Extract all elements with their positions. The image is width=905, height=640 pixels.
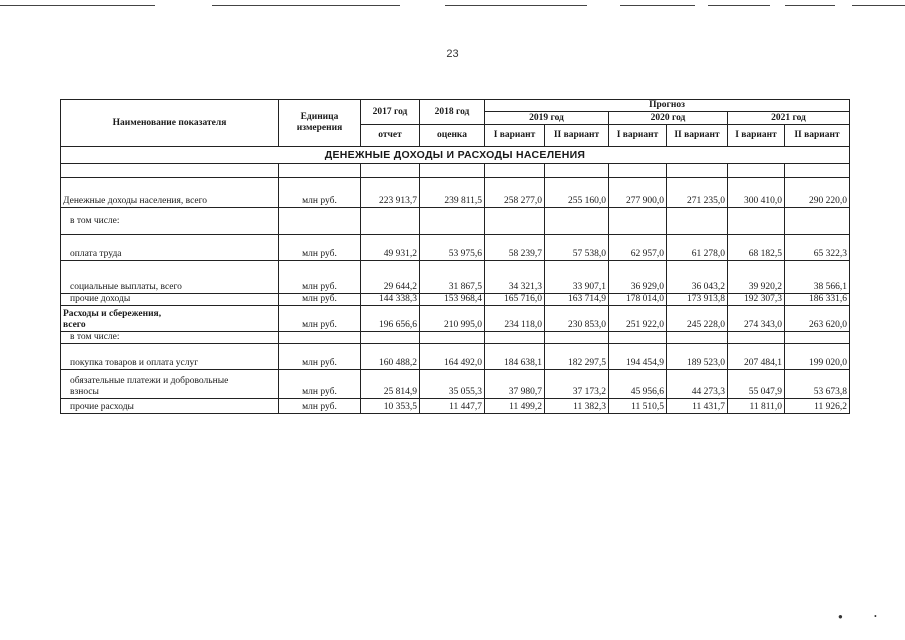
table-row xyxy=(61,332,850,344)
header-2017: 2017 год xyxy=(361,100,420,125)
cell-2021-v1: 11 811,0 xyxy=(728,399,785,414)
cell-2020-v1: 11 510,5 xyxy=(609,399,667,414)
cell-2020-v2: 189 523,0 xyxy=(667,344,728,370)
cell-2020-v1: 178 014,0 xyxy=(609,294,667,306)
header-2021: 2021 год xyxy=(728,112,850,125)
row-label-line2: взносы xyxy=(70,387,99,397)
header-2020-v1: I вариант xyxy=(609,125,667,147)
header-2019-v1: I вариант xyxy=(485,125,545,147)
cell-2021-v1: 39 920,2 xyxy=(728,261,785,294)
cell-2020-v1: 62 957,0 xyxy=(609,235,667,261)
cell-2017: 160 488,2 xyxy=(361,344,420,370)
cell-2021-v2: 263 620,0 xyxy=(785,306,850,332)
cell-2020-v2: 173 913,8 xyxy=(667,294,728,306)
cell-2021-v2: 199 020,0 xyxy=(785,344,850,370)
row-label: социальные выплаты, всего xyxy=(61,261,279,294)
row-unit: млн руб. xyxy=(279,399,361,414)
cell-2019-v1: 11 499,2 xyxy=(485,399,545,414)
table-row xyxy=(61,208,850,235)
row-unit: млн руб. xyxy=(279,294,361,306)
table-row xyxy=(61,306,850,332)
row-label: в том числе: xyxy=(61,208,279,235)
row-label-line1: обязательные платежи и добровольные xyxy=(70,376,229,386)
header-2020-v2: II вариант xyxy=(667,125,728,147)
cell-2018: 239 811,5 xyxy=(420,178,485,208)
cell-2017: 10 353,5 xyxy=(361,399,420,414)
row-label: Денежные доходы населения, всего xyxy=(61,178,279,208)
cell-2021-v2: 11 926,2 xyxy=(785,399,850,414)
row-unit: млн руб. xyxy=(279,178,361,208)
row-label xyxy=(61,306,279,332)
cell-2019-v1: 58 239,7 xyxy=(485,235,545,261)
spacer-row xyxy=(61,164,850,178)
cell-2017: 196 656,6 xyxy=(361,306,420,332)
cell-2019-v2: 33 907,1 xyxy=(545,261,609,294)
top-rule-3 xyxy=(445,5,587,6)
row-unit: млн руб. xyxy=(279,344,361,370)
cell-2019-v2: 230 853,0 xyxy=(545,306,609,332)
row-label: покупка товаров и оплата услуг xyxy=(61,344,279,370)
cell-2017: 49 931,2 xyxy=(361,235,420,261)
row-label xyxy=(61,370,279,399)
table-row xyxy=(61,370,850,399)
header-estimate: оценка xyxy=(420,125,485,147)
table-row xyxy=(61,344,850,370)
cell-2021-v2: 38 566,1 xyxy=(785,261,850,294)
cell-2019-v2: 57 538,0 xyxy=(545,235,609,261)
cell-2019-v1: 34 321,3 xyxy=(485,261,545,294)
header-indicator: Наименование показателя xyxy=(61,100,279,147)
row-unit: млн руб. xyxy=(279,306,361,332)
cell-2018: 210 995,0 xyxy=(420,306,485,332)
header-2020: 2020 год xyxy=(609,112,728,125)
cell-2021-v2: 65 322,3 xyxy=(785,235,850,261)
cell-2019-v1: 258 277,0 xyxy=(485,178,545,208)
cell-2020-v1: 251 922,0 xyxy=(609,306,667,332)
cell-2020-v1: 36 929,0 xyxy=(609,261,667,294)
header-2019: 2019 год xyxy=(485,112,609,125)
cell-2021-v2: 186 331,6 xyxy=(785,294,850,306)
header-2018: 2018 год xyxy=(420,100,485,125)
cell-2020-v2: 61 278,0 xyxy=(667,235,728,261)
row-unit: млн руб. xyxy=(279,370,361,399)
row-label: оплата труда xyxy=(61,235,279,261)
cell-2021-v1: 68 182,5 xyxy=(728,235,785,261)
table-row xyxy=(61,235,850,261)
cell-2021-v1: 192 307,3 xyxy=(728,294,785,306)
cell-2020-v1: 45 956,6 xyxy=(609,370,667,399)
table-row xyxy=(61,294,850,306)
header-2021-v2: II вариант xyxy=(785,125,850,147)
header-report: отчет xyxy=(361,125,420,147)
cell-2021-v1: 55 047,9 xyxy=(728,370,785,399)
scan-artifact-dot: • xyxy=(874,612,877,621)
income-expense-table xyxy=(60,99,850,414)
cell-2019-v2: 182 297,5 xyxy=(545,344,609,370)
cell-2019-v2: 37 173,2 xyxy=(545,370,609,399)
top-rule-2 xyxy=(212,5,400,6)
cell-2020-v2: 11 431,7 xyxy=(667,399,728,414)
cell-2017: 144 338,3 xyxy=(361,294,420,306)
cell-2019-v1: 37 980,7 xyxy=(485,370,545,399)
row-unit: млн руб. xyxy=(279,261,361,294)
cell-2020-v2: 245 228,0 xyxy=(667,306,728,332)
scan-artifact-dot: ● xyxy=(838,612,843,621)
cell-2018: 31 867,5 xyxy=(420,261,485,294)
row-label-line1: Расходы и сбережения, xyxy=(63,309,162,319)
cell-2020-v2: 44 273,3 xyxy=(667,370,728,399)
cell-2021-v2: 290 220,0 xyxy=(785,178,850,208)
cell-2017: 29 644,2 xyxy=(361,261,420,294)
cell-2021-v2: 53 673,8 xyxy=(785,370,850,399)
top-rule-1 xyxy=(0,5,155,6)
top-rule-4 xyxy=(620,5,695,6)
cell-2021-v1: 300 410,0 xyxy=(728,178,785,208)
header-2019-v2: II вариант xyxy=(545,125,609,147)
cell-2019-v1: 234 118,0 xyxy=(485,306,545,332)
cell-2018: 11 447,7 xyxy=(420,399,485,414)
cell-2019-v1: 165 716,0 xyxy=(485,294,545,306)
cell-2019-v2: 163 714,9 xyxy=(545,294,609,306)
table-row xyxy=(61,399,850,414)
page-number: 23 xyxy=(446,48,459,60)
row-label: прочие доходы xyxy=(61,294,279,306)
top-rule-6 xyxy=(785,5,835,6)
cell-2017: 223 913,7 xyxy=(361,178,420,208)
cell-2018: 164 492,0 xyxy=(420,344,485,370)
row-unit: млн руб. xyxy=(279,235,361,261)
cell-2017: 25 814,9 xyxy=(361,370,420,399)
cell-2021-v1: 207 484,1 xyxy=(728,344,785,370)
row-label: прочие расходы xyxy=(61,399,279,414)
header-2021-v1: I вариант xyxy=(728,125,785,147)
cell-2020-v1: 277 900,0 xyxy=(609,178,667,208)
cell-2018: 53 975,6 xyxy=(420,235,485,261)
row-label: в том числе: xyxy=(61,332,279,344)
table-row xyxy=(61,178,850,208)
row-label-line2: всего xyxy=(63,320,86,330)
cell-2019-v2: 255 160,0 xyxy=(545,178,609,208)
table-row xyxy=(61,261,850,294)
cell-2020-v2: 271 235,0 xyxy=(667,178,728,208)
cell-2018: 35 055,3 xyxy=(420,370,485,399)
cell-2018: 153 968,4 xyxy=(420,294,485,306)
top-rule-5 xyxy=(708,5,770,6)
header-forecast: Прогноз xyxy=(485,100,850,112)
cell-2021-v1: 274 343,0 xyxy=(728,306,785,332)
section-title: ДЕНЕЖНЫЕ ДОХОДЫ И РАСХОДЫ НАСЕЛЕНИЯ xyxy=(61,147,850,164)
cell-2020-v2: 36 043,2 xyxy=(667,261,728,294)
cell-2019-v1: 184 638,1 xyxy=(485,344,545,370)
header-unit: Единица измерения xyxy=(279,100,361,147)
cell-2019-v2: 11 382,3 xyxy=(545,399,609,414)
top-rule-7 xyxy=(852,5,905,6)
cell-2020-v1: 194 454,9 xyxy=(609,344,667,370)
